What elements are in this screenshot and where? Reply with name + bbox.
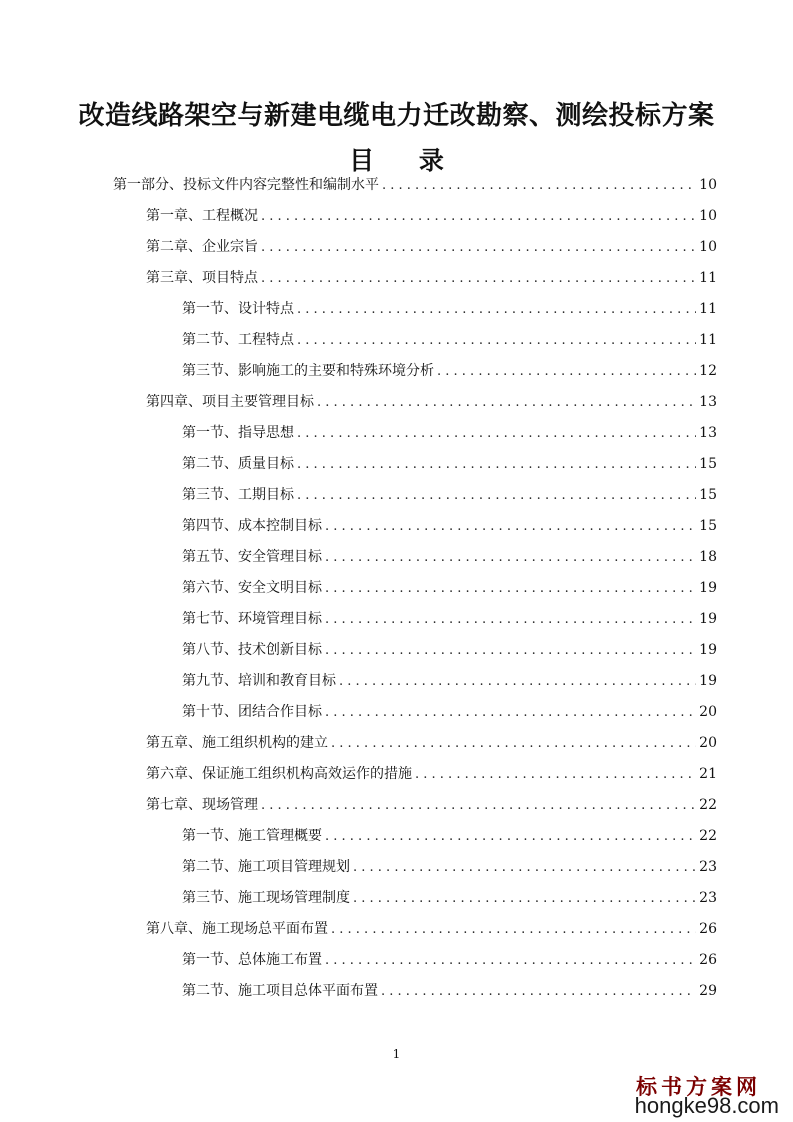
toc-dot-leader <box>297 483 696 509</box>
toc-entry[interactable] <box>182 978 717 1004</box>
toc-entry-label: 第二节、质量目标 <box>182 456 294 472</box>
toc-entry-page: 13 <box>699 394 717 410</box>
toc-entry-label: 第二节、工程特点 <box>182 332 294 348</box>
toc-entry-page: 11 <box>699 270 717 286</box>
toc-dot-leader <box>325 700 696 726</box>
toc-dot-leader <box>261 204 696 230</box>
document-title: 改造线路架空与新建电缆电力迁改勘察、测绘投标方案 <box>78 101 715 131</box>
toc-entry-page: 18 <box>699 549 717 565</box>
toc-entry-label: 第二节、施工项目管理规划 <box>182 859 350 875</box>
toc-dot-leader <box>325 607 696 633</box>
toc-entry[interactable] <box>182 544 717 570</box>
page-number: 1 <box>392 1047 401 1061</box>
toc-entry-page: 26 <box>699 921 717 937</box>
toc-entry[interactable] <box>146 792 717 818</box>
watermark-brand: 标书方案网 <box>636 1075 761 1099</box>
toc-entry-page: 10 <box>699 177 717 193</box>
toc-entry-page: 23 <box>699 890 717 906</box>
toc-entry[interactable] <box>182 699 717 725</box>
toc-dot-leader <box>297 328 696 354</box>
toc-entry-page: 22 <box>699 828 717 844</box>
toc-entry-page: 12 <box>699 363 717 379</box>
toc-entry-label: 第六章、保证施工组织机构高效运作的措施 <box>146 766 412 782</box>
toc-entry-label: 第八章、施工现场总平面布置 <box>146 921 328 937</box>
toc-dot-leader <box>325 824 696 850</box>
toc-entry-page: 23 <box>699 859 717 875</box>
toc-entry-page: 20 <box>699 735 717 751</box>
toc-entry-label: 第七章、现场管理 <box>146 797 258 813</box>
toc-entry[interactable] <box>182 668 717 694</box>
toc-entry[interactable] <box>182 606 717 632</box>
toc-entry-label: 第一节、施工管理概要 <box>182 828 322 844</box>
toc-entry-page: 29 <box>699 983 717 999</box>
toc-entry[interactable] <box>113 172 717 198</box>
toc-entry-page: 11 <box>699 332 717 348</box>
toc-entry[interactable] <box>182 327 717 353</box>
toc-dot-leader <box>353 886 696 912</box>
toc-entry-page: 15 <box>699 456 717 472</box>
toc-entry-page: 11 <box>699 301 717 317</box>
toc-entry-label: 第一章、工程概况 <box>146 208 258 224</box>
toc-entry[interactable] <box>182 637 717 663</box>
toc-entry-label: 第三章、项目特点 <box>146 270 258 286</box>
toc-entry[interactable] <box>182 296 717 322</box>
toc-entry-label: 第五节、安全管理目标 <box>182 549 322 565</box>
toc-entry-page: 20 <box>699 704 717 720</box>
toc-entry-page: 26 <box>699 952 717 968</box>
toc-dot-leader <box>382 173 696 199</box>
toc-entry[interactable] <box>182 482 717 508</box>
toc-entry[interactable] <box>182 885 717 911</box>
toc-entry[interactable] <box>182 513 717 539</box>
toc-dot-leader <box>261 793 696 819</box>
toc-dot-leader <box>297 421 696 447</box>
toc-dot-leader <box>415 762 696 788</box>
toc-entry-label: 第十节、团结合作目标 <box>182 704 322 720</box>
toc-dot-leader <box>325 638 696 664</box>
toc-entry-label: 第三节、施工现场管理制度 <box>182 890 350 906</box>
toc-entry[interactable] <box>146 761 717 787</box>
toc-dot-leader <box>297 452 696 478</box>
toc-entry-page: 19 <box>699 642 717 658</box>
toc-entry-page: 21 <box>699 766 717 782</box>
toc-dot-leader <box>325 948 696 974</box>
toc-entry-label: 第三节、影响施工的主要和特殊环境分析 <box>182 363 434 379</box>
toc-entry[interactable] <box>182 420 717 446</box>
toc-dot-leader <box>261 266 696 292</box>
toc-dot-leader <box>325 514 696 540</box>
toc-entry-label: 第一节、设计特点 <box>182 301 294 317</box>
toc-entry-page: 19 <box>699 673 717 689</box>
toc-dot-leader <box>261 235 696 261</box>
toc-entry-label: 第一部分、投标文件内容完整性和编制水平 <box>113 177 379 193</box>
toc-dot-leader <box>297 297 696 323</box>
toc-entry-page: 19 <box>699 611 717 627</box>
toc-entry-label: 第六节、安全文明目标 <box>182 580 322 596</box>
toc-entry[interactable] <box>182 451 717 477</box>
toc-entry[interactable] <box>146 265 717 291</box>
toc-dot-leader <box>381 979 696 1005</box>
toc-dot-leader <box>325 545 696 571</box>
toc-entry-page: 19 <box>699 580 717 596</box>
toc-entry-label: 第一节、指导思想 <box>182 425 294 441</box>
toc-entry-label: 第二节、施工项目总体平面布置 <box>182 983 378 999</box>
toc-entry-label: 第二章、企业宗旨 <box>146 239 258 255</box>
toc-entry-page: 10 <box>699 239 717 255</box>
toc-entry-label: 第八节、技术创新目标 <box>182 642 322 658</box>
toc-entry[interactable] <box>146 730 717 756</box>
toc-entry-page: 22 <box>699 797 717 813</box>
toc-entry[interactable] <box>146 389 717 415</box>
toc-entry[interactable] <box>182 854 717 880</box>
toc-heading: 目 录 <box>349 146 462 175</box>
toc-entry-page: 15 <box>699 487 717 503</box>
toc-entry-page: 15 <box>699 518 717 534</box>
toc-entry[interactable] <box>182 358 717 384</box>
toc-dot-leader <box>339 669 696 695</box>
toc-entry-label: 第四章、项目主要管理目标 <box>146 394 314 410</box>
toc-dot-leader <box>331 731 696 757</box>
toc-entry-page: 10 <box>699 208 717 224</box>
toc-entry[interactable] <box>182 947 717 973</box>
toc-entry-label: 第三节、工期目标 <box>182 487 294 503</box>
toc-entry-label: 第四节、成本控制目标 <box>182 518 322 534</box>
toc-entry[interactable] <box>182 823 717 849</box>
toc-entry-label: 第一节、总体施工布置 <box>182 952 322 968</box>
toc-dot-leader <box>325 576 696 602</box>
toc-entry-page: 13 <box>699 425 717 441</box>
toc-dot-leader <box>353 855 696 881</box>
toc-dot-leader <box>437 359 696 385</box>
toc-entry[interactable] <box>146 234 717 260</box>
toc-dot-leader <box>331 917 696 943</box>
toc-entry[interactable] <box>146 203 717 229</box>
watermark-domain: hongke98.com <box>634 1093 779 1118</box>
toc-entry[interactable] <box>146 916 717 942</box>
toc-entry[interactable] <box>182 575 717 601</box>
toc-dot-leader <box>317 390 696 416</box>
toc-entry-label: 第九节、培训和教育目标 <box>182 673 336 689</box>
toc-entry-label: 第五章、施工组织机构的建立 <box>146 735 328 751</box>
toc-entry-label: 第七节、环境管理目标 <box>182 611 322 627</box>
